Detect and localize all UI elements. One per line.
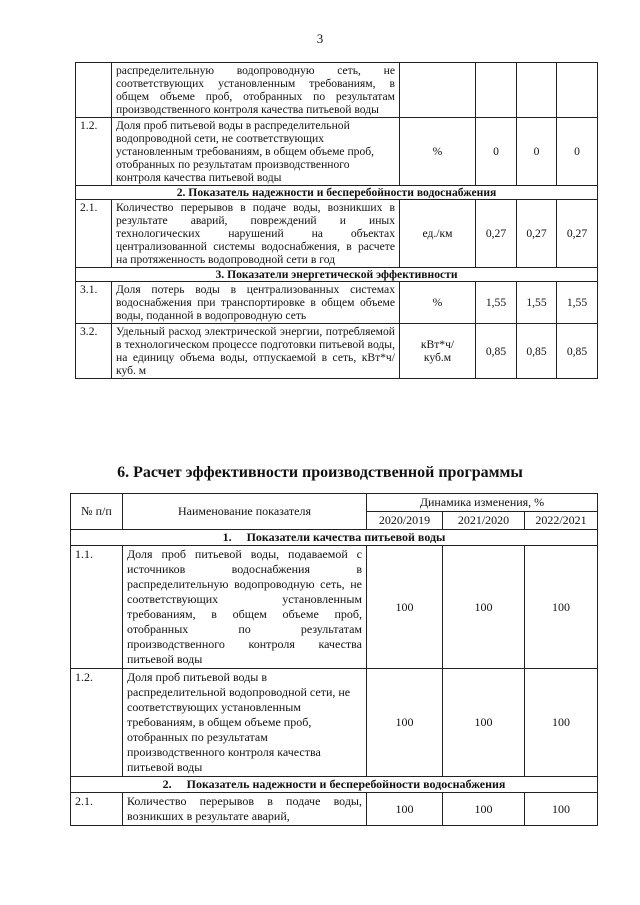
change-2021-2020: 100 (443, 793, 525, 826)
change-2022-2021: 100 (525, 793, 598, 826)
section-row (71, 530, 598, 546)
unit: % (400, 118, 476, 186)
indicator-name: Количество перерывов в подаче воды, возникших в результате аварий, (123, 793, 367, 826)
unit: % (400, 282, 476, 324)
value-2021: 0 (517, 118, 557, 186)
indicator-name: Доля проб питьевой воды в распределительной водопроводной сети, не соответствующих установленным требованиям, в общем объеме проб, отобранных по результатам производственного контроля качества питьевой воды (123, 669, 367, 777)
indicator-name: распределительную водопроводную сеть, не соответствующих установленным требованиям, в общем объеме проб, отобранных по результатам производственного контроля качества питьевой воды (112, 63, 400, 118)
table-row (76, 63, 598, 118)
value-2020: 0 (476, 118, 517, 186)
col-header-name: Наименование показателя (123, 494, 367, 530)
change-2022-2021: 100 (525, 546, 598, 669)
value-2022 (557, 63, 598, 118)
value-2021 (517, 63, 557, 118)
section-row (71, 777, 598, 793)
row-number: 3.2. (76, 324, 112, 379)
section-title: 3. Показатели энергетической эффективности (76, 268, 598, 282)
unit: кВт*ч/ куб.м (400, 324, 476, 379)
value-2021: 0,85 (517, 324, 557, 379)
indicator-name: Доля потерь воды в централизованных системах водоснабжения при транспортировке в общем объеме воды, поданной в водопроводную сеть (112, 282, 400, 324)
section-title: 1. Показатели качества питьевой воды (71, 530, 598, 546)
change-2020-2019: 100 (367, 669, 443, 777)
indicator-name: Доля проб питьевой воды в распределительной водопроводной сети, не соответствующих установленным требованиям, в общем объеме проб, отобранных по результатам производственного контроля качества питьевой воды (112, 118, 400, 186)
indicator-name: Доля проб питьевой воды, подаваемой с источников водоснабжения в распределительную водопроводную сеть, не соответствующих установленным требованиям, в общем объеме проб, отобранных по результатам производственного контроля качества питьевой воды (123, 546, 367, 669)
change-2022-2021: 100 (525, 669, 598, 777)
col-header-dynamics: Динамика изменения, % (367, 494, 598, 512)
change-2021-2020: 100 (443, 669, 525, 777)
row-number: 1.2. (71, 669, 123, 777)
page-number: 3 (316, 31, 324, 46)
table-header-row (71, 494, 598, 512)
col-header-year: 2020/2019 (367, 512, 443, 530)
table-row (71, 669, 598, 777)
table-row (71, 546, 598, 669)
value-2020 (476, 63, 517, 118)
value-2021: 0,27 (517, 200, 557, 268)
unit: ед./км (400, 200, 476, 268)
indicator-name: Удельный расход электрической энергии, потребляемой в технологическом процессе подготовки питьевой воды, на единицу объема воды, отпускаемой в сеть, кВт*ч/куб. м (112, 324, 400, 379)
efficiency-table (70, 493, 598, 826)
table-row (76, 200, 598, 268)
col-header-num: № п/п (71, 494, 123, 530)
col-header-year: 2022/2021 (525, 512, 598, 530)
value-2022: 0,27 (557, 200, 598, 268)
value-2020: 0,27 (476, 200, 517, 268)
change-2020-2019: 100 (367, 793, 443, 826)
row-number: 2.1. (71, 793, 123, 826)
row-number: 3.1. (76, 282, 112, 324)
table-row (76, 118, 598, 186)
value-2020: 0,85 (476, 324, 517, 379)
value-2021: 1,55 (517, 282, 557, 324)
row-number: 1.1. (71, 546, 123, 669)
indicators-table (75, 62, 598, 379)
change-2020-2019: 100 (367, 546, 443, 669)
table-row (76, 282, 598, 324)
table-row (76, 324, 598, 379)
table-row (71, 793, 598, 826)
section-title: 2. Показатель надежности и бесперебойности водоснабжения (76, 186, 598, 200)
section-row (76, 268, 598, 282)
section-row (76, 186, 598, 200)
unit (400, 63, 476, 118)
row-number (76, 63, 112, 118)
indicator-name: Количество перерывов в подаче воды, возникших в результате аварий, повреждений и иных технологических нарушений на объектах централизованной системы водоснабжения, в расчете на протяженность водопроводной сети в год (112, 200, 400, 268)
section-6-title: 6. Расчет эффективности производственной программы (117, 464, 523, 481)
value-2022: 1,55 (557, 282, 598, 324)
row-number: 1.2. (76, 118, 112, 186)
change-2021-2020: 100 (443, 546, 525, 669)
row-number: 2.1. (76, 200, 112, 268)
value-2022: 0,85 (557, 324, 598, 379)
section-title: 2. Показатель надежности и бесперебойности водоснабжения (71, 777, 598, 793)
value-2022: 0 (557, 118, 598, 186)
col-header-year: 2021/2020 (443, 512, 525, 530)
value-2020: 1,55 (476, 282, 517, 324)
